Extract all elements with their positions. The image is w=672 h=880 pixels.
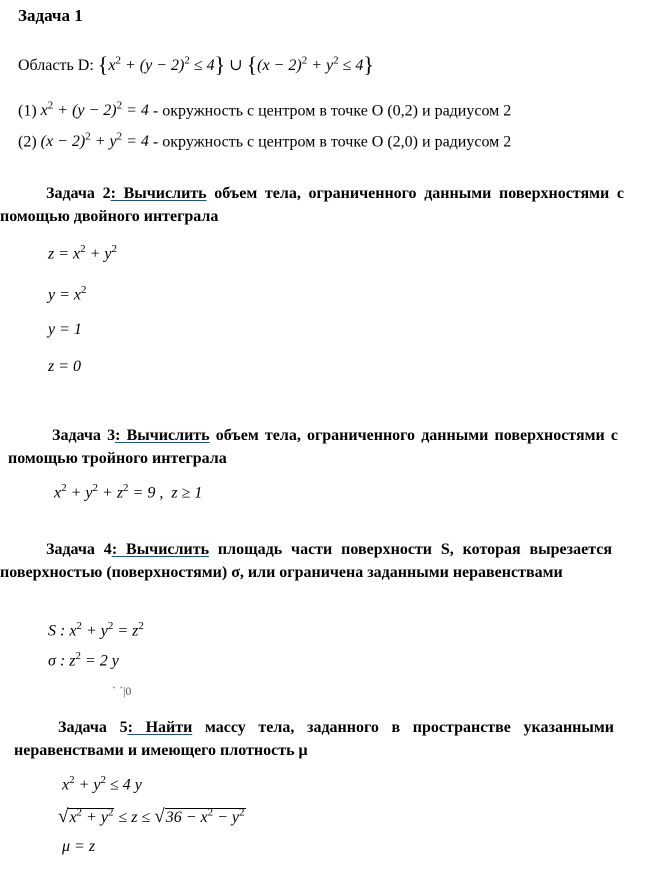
task1-item1: [18, 100, 511, 120]
task2-heading: [0, 182, 624, 228]
item2-number: (2): [18, 133, 37, 151]
task5-eq3: μ = z: [62, 838, 96, 855]
task5-eq1: $x^2 + y^2 \le 4$ y: [62, 774, 142, 794]
task3-eq1: $x^2 + y^2 + z^2 = 9$ , z ≥ 1: [54, 482, 203, 502]
task2-verb: : Вычислить: [110, 185, 207, 202]
item2-text: - окружность с центром в точке О (2,0) и радиусом 2: [152, 133, 512, 151]
item1-formula: $x^2 + (y - 2)^2 = 4$: [40, 100, 149, 120]
task3-label: Задача 3: [52, 427, 116, 444]
item1-number: (1): [18, 102, 37, 120]
task1-domain: [18, 52, 374, 78]
task2-eq2: $y = x^2$: [48, 284, 87, 304]
task4-eq2: σ : $z^2 = 2$ y: [48, 650, 119, 670]
task5-verb: : Найти: [127, 719, 193, 736]
task5-heading: [14, 716, 614, 762]
task4-eq1: S : $x^2 + y^2 = z^2$: [48, 620, 144, 640]
task4-verb: : Вычислить: [111, 541, 210, 558]
task3-verb: : Вычислить: [115, 427, 210, 444]
item2-formula: $(x - 2)^2 + y^2 = 4$: [40, 131, 149, 151]
task4-heading: [0, 538, 612, 584]
domain-label: Область D:: [18, 57, 94, 74]
task2-label: Задача 2: [46, 185, 111, 202]
task5-eq2: $√x^2 + y^2 \le z \le √36 - x^2 - y^2$: [58, 806, 245, 827]
scan-artifact: ` ´|0: [112, 684, 132, 698]
task2-eq3: y = 1: [48, 321, 82, 338]
task4-text: площадь части поверхности S, которая вырезается поверхностью (поверхностями) σ, или ограничена заданными неравенствами: [0, 541, 613, 581]
task2-eq1: $z = x^2 + y^2$: [48, 243, 118, 263]
task5-label: Задача 5: [58, 719, 128, 736]
task3-text: объем тела, ограниченного данными поверхностями с помощью тройного интеграла: [8, 427, 618, 467]
task4-label: Задача 4: [46, 541, 112, 558]
task1-title: Задача 1: [18, 6, 83, 25]
task5-text: массу тела, заданного в пространстве указанными неравенствами и имеющего плотность μ: [14, 719, 615, 759]
domain-formula: $\{x^2 + (y - 2)^2 \le 4\}$ ∪ $\{(x - 2)^2 + y^2 \le 4\}$: [97, 52, 374, 77]
task3-heading: [8, 424, 618, 470]
task2-eq4: z = 0: [48, 358, 82, 375]
task2-text: объем тела, ограниченного данными поверхностями с помощью двойного интеграла: [0, 185, 624, 225]
item1-text: - окружность с центром в точке О (0,2) и радиусом 2: [152, 102, 512, 120]
task1-item2: [18, 131, 511, 151]
